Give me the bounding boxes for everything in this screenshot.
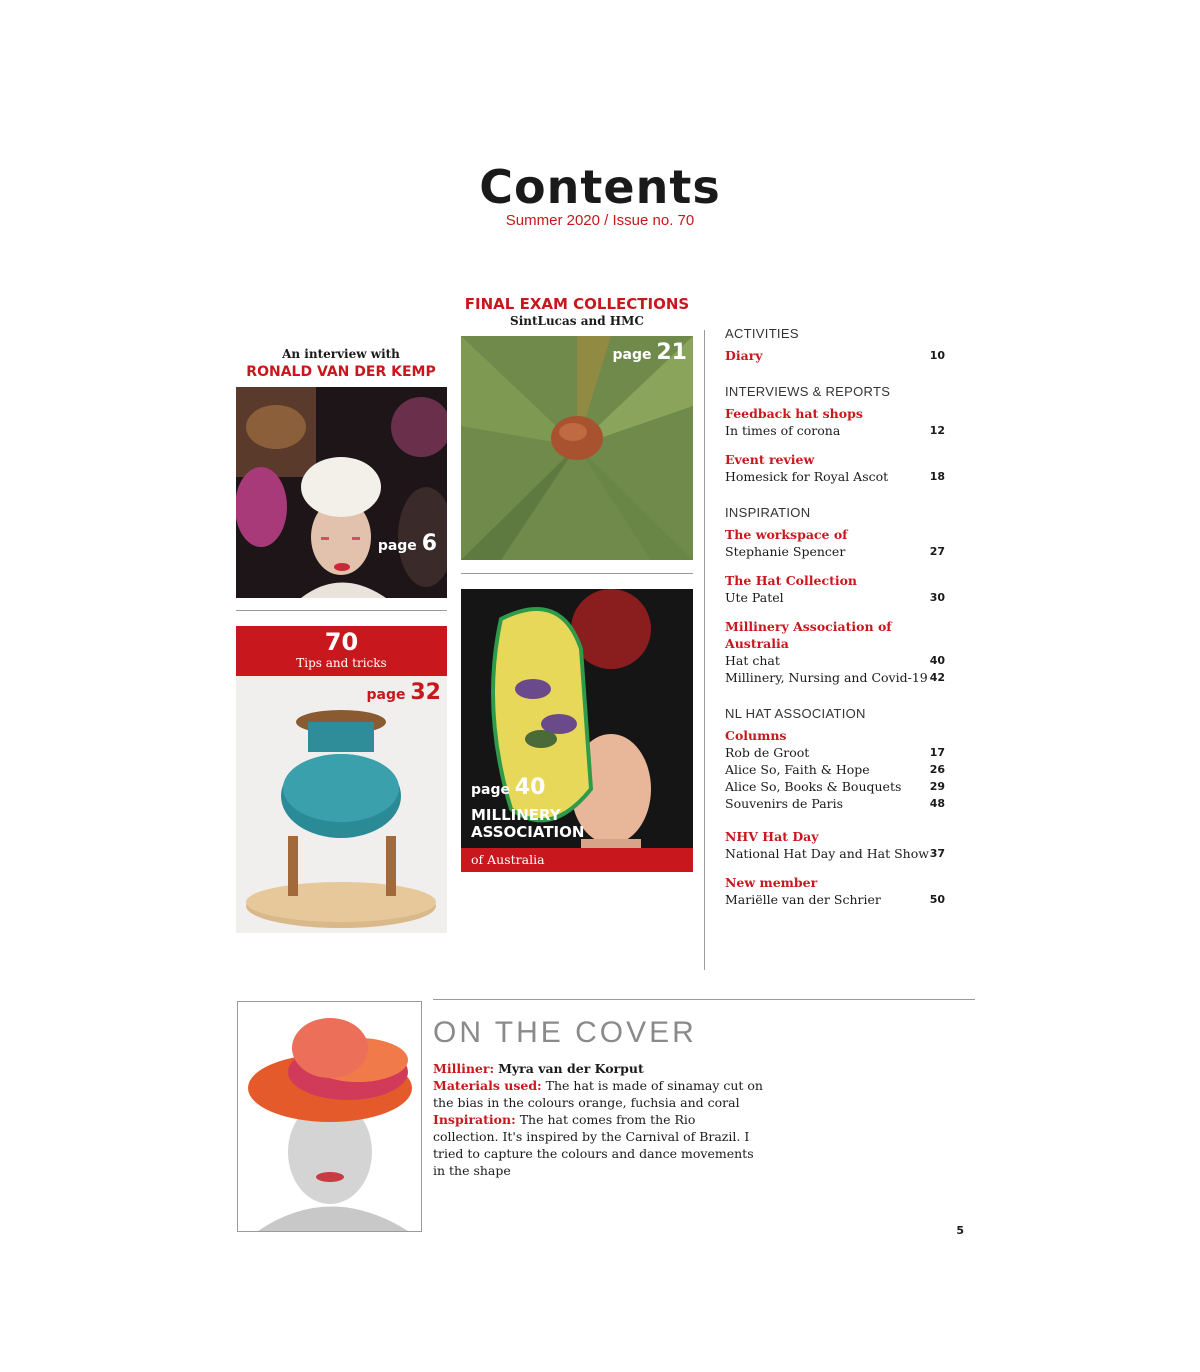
toc-page-number: 12: [929, 424, 945, 437]
toc-column: [725, 326, 945, 920]
toc-page-number: 48: [929, 797, 945, 810]
toc-page-number: 30: [929, 591, 945, 604]
toc-entry-sub: Rob de Groot: [725, 745, 810, 760]
tips-label: Tips and tricks: [296, 656, 387, 670]
exam-caption-small: SintLucas and HMC: [510, 314, 644, 328]
toc-page-number: 50: [929, 893, 945, 906]
millinery-title-line2: ASSOCIATION: [471, 823, 585, 841]
cover-heading: ON THE COVER: [433, 1016, 697, 1049]
toc-entry-title: Feedback hat shops: [725, 406, 863, 421]
tips-number: 70: [324, 628, 359, 656]
cover-text: [433, 1060, 763, 1179]
toc-entry-title: Millinery Association of Australia: [725, 619, 892, 651]
millinery-photo[interactable]: [461, 589, 693, 872]
toc-page-number: 17: [929, 746, 945, 759]
toc-entry[interactable]: [725, 874, 945, 908]
page-number: 32: [410, 680, 441, 705]
interview-photo[interactable]: [236, 387, 447, 598]
millinery-band-label: of Australia: [471, 852, 545, 867]
toc-entry-title: NHV Hat Day: [725, 829, 819, 844]
page-label: page: [377, 538, 417, 554]
toc-entry-sub: In times of corona: [725, 423, 841, 438]
toc-entry-sub: Stephanie Spencer: [725, 544, 846, 559]
tips-banner: [236, 626, 447, 676]
tips-page-tag: [367, 680, 442, 705]
toc-page-number: 40: [929, 654, 945, 667]
milliner-label: Milliner:: [433, 1061, 495, 1076]
inspiration-label: Inspiration:: [433, 1112, 516, 1127]
toc-entry-title: New member: [725, 875, 818, 890]
toc-entry-title: The Hat Collection: [725, 573, 858, 588]
toc-entry[interactable]: [725, 618, 945, 686]
millinery-band: [461, 848, 693, 872]
exam-page-tag: [613, 340, 688, 365]
toc-entry-sub: Homesick for Royal Ascot: [725, 469, 889, 484]
toc-entry-sub: Hat chat: [725, 653, 780, 668]
issue-subtitle: Summer 2020 / Issue no. 70: [505, 212, 695, 229]
toc-entry-sub: Alice So, Books & Bouquets: [725, 779, 902, 794]
toc-page-number: 26: [929, 763, 945, 776]
materials-label: Materials used:: [433, 1078, 542, 1093]
toc-page-number: 29: [929, 780, 945, 793]
toc-entry[interactable]: [725, 572, 945, 606]
toc-entry[interactable]: [725, 451, 945, 485]
page-number: 21: [656, 340, 687, 365]
divider: [433, 999, 975, 1000]
milliner-value: Myra van der Korput: [498, 1061, 644, 1076]
page-label: page: [612, 347, 652, 363]
toc-entry-columns[interactable]: [725, 727, 945, 812]
toc-entry-title: Event review: [725, 452, 815, 467]
toc-page-number: 10: [929, 349, 945, 362]
toc-page-number: 18: [929, 470, 945, 483]
toc-page-number: 27: [929, 545, 945, 558]
materials-value: The hat is made of sinamay cut on the bias in the colours orange, fuchsia and coral: [433, 1078, 763, 1110]
millinery-page-tag: [471, 775, 546, 800]
toc-entry-sub: Alice So, Faith & Hope: [725, 762, 870, 777]
exam-caption-big: FINAL EXAM COLLECTIONS: [464, 295, 690, 313]
millinery-title-line1: MILLINERY: [471, 806, 561, 824]
toc-entry-title: The workspace of: [725, 527, 848, 542]
page-label: page: [366, 687, 406, 703]
page-number: 5: [956, 1224, 964, 1237]
toc-page-number: 37: [929, 847, 945, 860]
interview-page-tag: [378, 531, 437, 556]
toc-page-number: 42: [929, 671, 945, 684]
tips-photo[interactable]: [236, 676, 447, 933]
toc-entry[interactable]: [725, 405, 945, 439]
toc-entry[interactable]: [725, 347, 945, 364]
toc-entry-sub: Souvenirs de Paris: [725, 796, 844, 811]
toc-entry-sub: Ute Patel: [725, 590, 784, 605]
toc-entry[interactable]: [725, 828, 945, 862]
page-title: Contents: [479, 160, 721, 214]
page-number: 6: [421, 531, 437, 556]
toc-section-nl-hat-association: NL HAT ASSOCIATION: [725, 706, 866, 721]
inspiration-value: The hat comes from the Rio collection. It's inspired by the Carnival of Brazil. I tried to capture the colours and dance movements in the shape: [433, 1112, 754, 1178]
millinery-title: [471, 807, 584, 841]
interview-caption-big: RONALD VAN DER KEMP: [246, 364, 436, 380]
toc-section-interviews: INTERVIEWS & REPORTS: [725, 384, 891, 399]
divider: [236, 610, 447, 611]
toc-section-activities: ACTIVITIES: [725, 326, 799, 341]
column-divider: [704, 330, 705, 970]
cover-photo[interactable]: [237, 1001, 422, 1232]
divider: [461, 573, 693, 574]
toc-entry-title: Columns: [725, 728, 787, 743]
toc-entry-sub: National Hat Day and Hat Show: [725, 846, 929, 861]
toc-entry[interactable]: [725, 526, 945, 560]
toc-entry-sub: Mariëlle van der Schrier: [725, 892, 881, 907]
exam-photo[interactable]: [461, 336, 693, 560]
page-number: 40: [514, 775, 546, 800]
toc-entry-sub: Millinery, Nursing and Covid-19: [725, 670, 928, 685]
interview-caption-small: An interview with: [282, 347, 400, 361]
toc-section-inspiration: INSPIRATION: [725, 505, 811, 520]
page-label: page: [471, 782, 510, 798]
toc-entry-title: Diary: [725, 348, 763, 363]
